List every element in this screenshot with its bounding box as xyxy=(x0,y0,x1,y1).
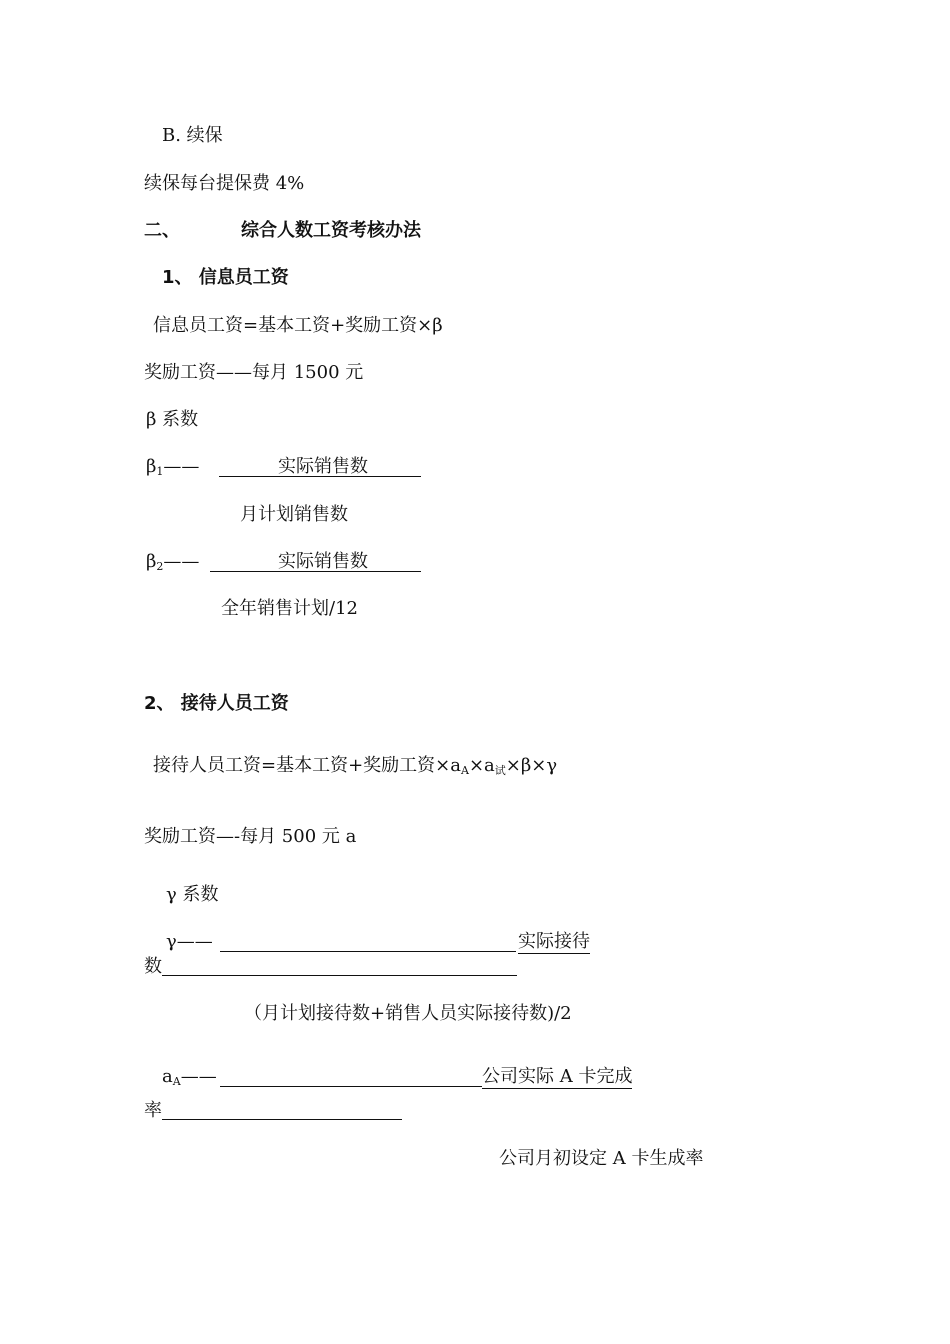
aa-dash: —— xyxy=(180,1066,217,1087)
beta-coefficient-label: β 系数 xyxy=(146,409,199,430)
reception-bonus: 奖励工资—-每月 500 元 a xyxy=(144,826,357,847)
beta1-subscript: 1 xyxy=(156,465,164,478)
aa-subscript: A xyxy=(172,1075,181,1088)
subsection-2-title: 2、 接待人员工资 xyxy=(144,693,289,714)
beta2-dash: —— xyxy=(163,551,200,572)
formula-subscript-a: A xyxy=(460,764,469,777)
informant-bonus: 奖励工资——每月 1500 元 xyxy=(144,362,364,383)
informant-salary-formula: 信息员工资=基本工资+奖励工资×β xyxy=(153,315,443,336)
beta1-label xyxy=(146,455,199,481)
beta2-symbol: β xyxy=(146,551,157,572)
beta2-label xyxy=(146,550,199,576)
beta1-denominator: 月计划销售数 xyxy=(240,504,348,525)
formula-part-b: ×a xyxy=(468,755,495,776)
beta1-dash: —— xyxy=(163,456,200,477)
section-2-title: 综合人数工资考核办法 xyxy=(241,220,421,241)
beta2-subscript: 2 xyxy=(156,560,164,573)
beta1-fraction-bar xyxy=(219,476,421,477)
formula-subscript-trial: 试 xyxy=(494,764,506,777)
beta1-symbol: β xyxy=(146,456,157,477)
gamma-numerator-2: 数 xyxy=(144,956,162,977)
beta2-fraction-bar xyxy=(210,571,421,572)
aa-numerator-text: 公司实际 A 卡完成 xyxy=(482,1066,633,1087)
item-b-heading: B. 续保 xyxy=(162,125,223,146)
aa-fraction-bar-1 xyxy=(220,1086,482,1087)
formula-part-c: ×β×γ xyxy=(505,755,558,776)
beta2-numerator: 实际销售数 xyxy=(278,551,368,572)
gamma-numerator-text: 实际接待 xyxy=(518,931,590,952)
gamma-numerator-1 xyxy=(518,930,590,954)
renewal-rule: 续保每台提保费 4% xyxy=(144,173,305,194)
aa-denominator: 公司月初设定 A 卡生成率 xyxy=(499,1148,704,1169)
beta1-numerator: 实际销售数 xyxy=(278,456,368,477)
reception-salary-formula xyxy=(153,754,557,780)
gamma-fraction-bar-1 xyxy=(220,951,516,952)
gamma-fraction-bar-2 xyxy=(162,975,517,976)
subsection-1-title: 1、 信息员工资 xyxy=(162,267,289,288)
beta2-denominator: 全年销售计划/12 xyxy=(221,598,358,619)
gamma-denominator: （月计划接待数+销售人员实际接待数)/2 xyxy=(244,1003,572,1024)
aa-numerator-1 xyxy=(482,1065,632,1089)
formula-part-a: 接待人员工资=基本工资+奖励工资×a xyxy=(153,755,461,776)
aa-label xyxy=(162,1065,217,1091)
section-2-number: 二、 xyxy=(144,220,180,241)
gamma-coefficient-label: γ 系数 xyxy=(166,884,219,905)
aa-fraction-bar-2 xyxy=(162,1119,402,1120)
aa-numerator-2: 率 xyxy=(144,1100,162,1121)
gamma-label: γ—— xyxy=(166,931,213,952)
aa-symbol: a xyxy=(162,1066,173,1087)
